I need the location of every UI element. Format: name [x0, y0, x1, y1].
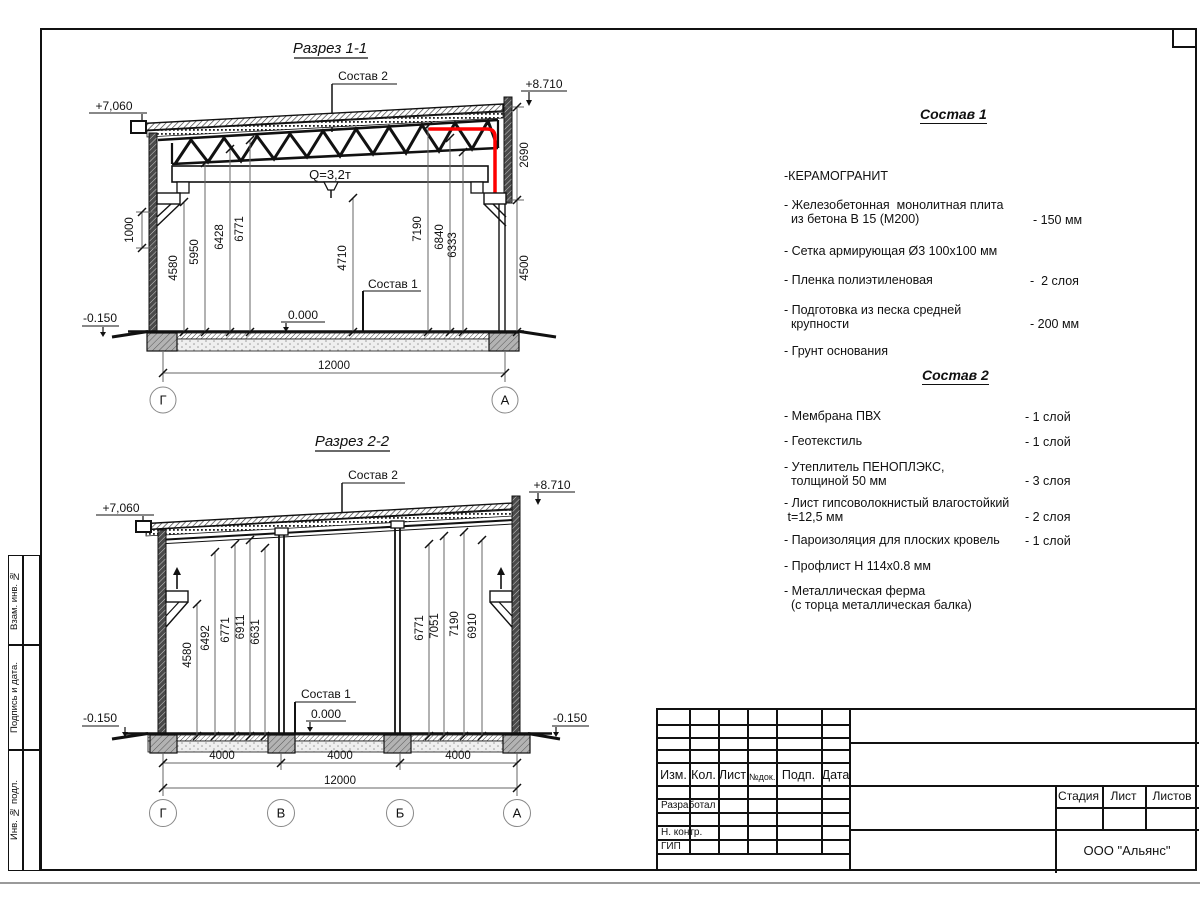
tb-sheet: Лист — [1110, 789, 1137, 803]
section2-level-ground-left — [82, 711, 128, 737]
svg-text:+7,060: +7,060 — [95, 99, 133, 113]
svg-text:4500: 4500 — [519, 255, 531, 281]
svg-text:4580: 4580 — [182, 642, 194, 668]
foundation-right — [489, 333, 519, 351]
foundation-g — [150, 735, 177, 753]
svg-text:4000: 4000 — [209, 750, 235, 762]
section2-axis-v — [268, 800, 295, 827]
svg-text:+8.710: +8.710 — [533, 478, 571, 492]
frame-top — [40, 28, 1197, 30]
tb-row-razrabotal: Разработал — [661, 800, 716, 811]
title-block — [656, 708, 1197, 871]
section1-span-dim — [159, 352, 509, 382]
comp1-item-5: - Подготовка из песка средней крупности — [784, 303, 962, 331]
section1-console-left — [157, 193, 180, 226]
svg-text:-0.150: -0.150 — [82, 711, 118, 725]
section-2-2-drawing — [75, 425, 600, 850]
tb-stage: Стадия — [1058, 789, 1099, 803]
section1-sostav2-label: Состав 2 — [338, 69, 388, 83]
comp2-item-3-value: - 3 слоя — [1025, 474, 1071, 488]
svg-text:4580: 4580 — [168, 255, 180, 281]
tb-sheets: Листов — [1152, 789, 1192, 803]
section1-axis-a — [492, 387, 518, 413]
svg-text:6631: 6631 — [250, 619, 262, 645]
svg-text:6428: 6428 — [214, 224, 226, 250]
svg-text:6911: 6911 — [235, 614, 247, 640]
svg-text:+8.710: +8.710 — [525, 77, 563, 91]
comp1-item-6: - Грунт основания — [784, 344, 889, 358]
svg-text:4000: 4000 — [327, 750, 353, 762]
section2-axis-g — [150, 800, 177, 827]
comp2-item-5-value: - 1 слой — [1025, 534, 1071, 548]
svg-text:0.000: 0.000 — [310, 707, 342, 721]
svg-text:7190: 7190 — [449, 611, 461, 637]
svg-text:6910: 6910 — [467, 613, 479, 639]
tb-row-nkontr: Н. контр. — [661, 827, 703, 838]
section2-console-left — [166, 567, 188, 627]
svg-text:А: А — [512, 805, 522, 821]
comp2-item-6: - Профлист Н 114х0.8 мм — [784, 559, 931, 573]
section2-console-right — [490, 567, 512, 627]
section1-column-left — [149, 133, 157, 332]
section1-level-zero-mark — [281, 308, 325, 332]
comp2-item-3: - Утеплитель ПЕНОПЛЭКС, толщиной 50 мм — [784, 460, 945, 488]
section2-level-parapet-mark — [529, 478, 575, 505]
section1-crane-beam — [172, 166, 488, 198]
svg-text:6771: 6771 — [414, 615, 426, 641]
strip-label-podpis: Подпись и дата. — [9, 662, 20, 734]
section1-axis-g — [150, 387, 176, 413]
comp2-item-1: - Мембрана ПВХ — [784, 409, 882, 423]
section1-level-ground-mark — [82, 311, 119, 337]
section2-sostav1-label: Состав 1 — [301, 687, 351, 701]
tb-col-ndok: №док. — [749, 772, 776, 782]
section2-sostav2-label: Состав 2 — [348, 468, 398, 482]
tb-col-podp: Подп. — [781, 768, 816, 782]
section2-axis-a — [504, 800, 531, 827]
svg-text:-0.150: -0.150 — [82, 311, 118, 325]
svg-text:Б: Б — [395, 805, 405, 821]
composition2-heading: Состав 2 — [922, 367, 989, 383]
section2-level-zero-mark — [306, 707, 346, 732]
comp2-item-7: - Металлическая ферма (с торца металлическая балка) — [784, 584, 972, 612]
comp1-item-4: - Пленка полиэтиленовая — [784, 273, 933, 287]
composition1-heading: Состав 1 — [920, 106, 987, 122]
strip-label-inv: Инв. № подл. — [9, 780, 20, 841]
comp1-item-1: -КЕРАМОГРАНИТ — [784, 169, 889, 183]
crane-hook-icon — [324, 182, 338, 190]
svg-text:1000: 1000 — [124, 217, 136, 243]
section2-roof — [136, 503, 513, 544]
comp1-item-3: - Сетка армирующая Ø3 100х100 мм — [784, 244, 998, 258]
section1-title: Разрез 1-1 — [292, 40, 368, 57]
sheet-shadow — [0, 882, 1200, 884]
section2-column-left — [158, 530, 166, 736]
svg-text:+7,060: +7,060 — [102, 501, 140, 515]
svg-text:6771: 6771 — [220, 617, 232, 643]
comp2-item-1-value: - 1 слой — [1025, 410, 1071, 424]
comp2-item-4-value: - 2 слоя — [1025, 510, 1071, 524]
svg-text:4000: 4000 — [445, 750, 471, 762]
section-1-1-drawing — [80, 35, 580, 415]
section1-floor — [112, 332, 556, 352]
svg-text:7190: 7190 — [412, 216, 424, 242]
tb-col-data: Дата — [821, 768, 850, 782]
section2-title: Разрез 2-2 — [314, 433, 390, 450]
svg-text:6333: 6333 — [447, 232, 459, 258]
crane-capacity-label: Q=3,2т — [309, 167, 351, 182]
svg-text:6840: 6840 — [434, 224, 446, 250]
section2-level-ground-right — [552, 711, 589, 737]
section1-sostav1-label: Состав 1 — [368, 277, 418, 291]
svg-text:7051: 7051 — [429, 613, 441, 639]
section2-column-v — [275, 528, 288, 736]
tb-col-list: Лист — [718, 768, 747, 782]
svg-text:4710: 4710 — [337, 245, 349, 271]
foundation-left — [147, 333, 177, 351]
svg-text:А: А — [500, 392, 510, 408]
section2-column-right — [512, 496, 520, 736]
svg-text:В: В — [276, 805, 286, 821]
comp2-item-5: - Пароизоляция для плоских кровель — [784, 533, 1000, 547]
comp1-item-5-value: - 200 мм — [1030, 317, 1080, 331]
svg-text:6771: 6771 — [234, 216, 246, 242]
tb-company: ООО "Альянс" — [1083, 843, 1171, 858]
foundation-v — [268, 735, 295, 753]
section2-bay-dims — [159, 750, 521, 796]
svg-text:5950: 5950 — [189, 239, 201, 265]
comp2-item-4: - Лист гипсоволокнистый влагостойкий t=12,5 мм — [784, 496, 1010, 524]
svg-text:Г: Г — [159, 805, 167, 821]
svg-text:2690: 2690 — [519, 142, 531, 168]
corner-box — [1172, 28, 1197, 48]
svg-text:-0.150: -0.150 — [552, 711, 588, 725]
strip-divider-1 — [22, 555, 24, 645]
tb-row-gip: ГИП — [661, 841, 681, 852]
frame-left — [40, 28, 42, 871]
section2-column-b — [391, 521, 404, 736]
section2-axis-b — [387, 800, 414, 827]
strip-divider-2 — [22, 645, 24, 750]
tb-col-izm: Изм. — [660, 768, 687, 782]
svg-text:0.000: 0.000 — [287, 308, 319, 322]
section1-parapet-right — [504, 97, 512, 203]
tb-col-kol: Кол. — [691, 768, 716, 782]
foundation-a — [503, 735, 530, 753]
comp1-item-4-value: - 2 слоя — [1030, 274, 1079, 288]
comp1-item-2-value: - 150 мм — [1033, 213, 1083, 227]
comp1-item-2: - Железобетонная монолитная плита из бетона В 15 (М200) — [784, 198, 1004, 226]
strip-label-vzam: Взам. инв. № — [9, 570, 20, 631]
svg-text:Г: Г — [159, 392, 167, 408]
svg-text:12000: 12000 — [324, 775, 356, 787]
comp2-item-2: - Геотекстиль — [784, 434, 863, 448]
svg-text:12000: 12000 — [318, 360, 350, 372]
section1-level-parapet-mark — [521, 77, 567, 106]
strip-divider-3 — [22, 750, 24, 871]
comp2-item-2-value: - 1 слой — [1025, 435, 1071, 449]
section1-roof — [131, 104, 503, 137]
svg-text:6492: 6492 — [200, 625, 212, 651]
foundation-b — [384, 735, 411, 753]
